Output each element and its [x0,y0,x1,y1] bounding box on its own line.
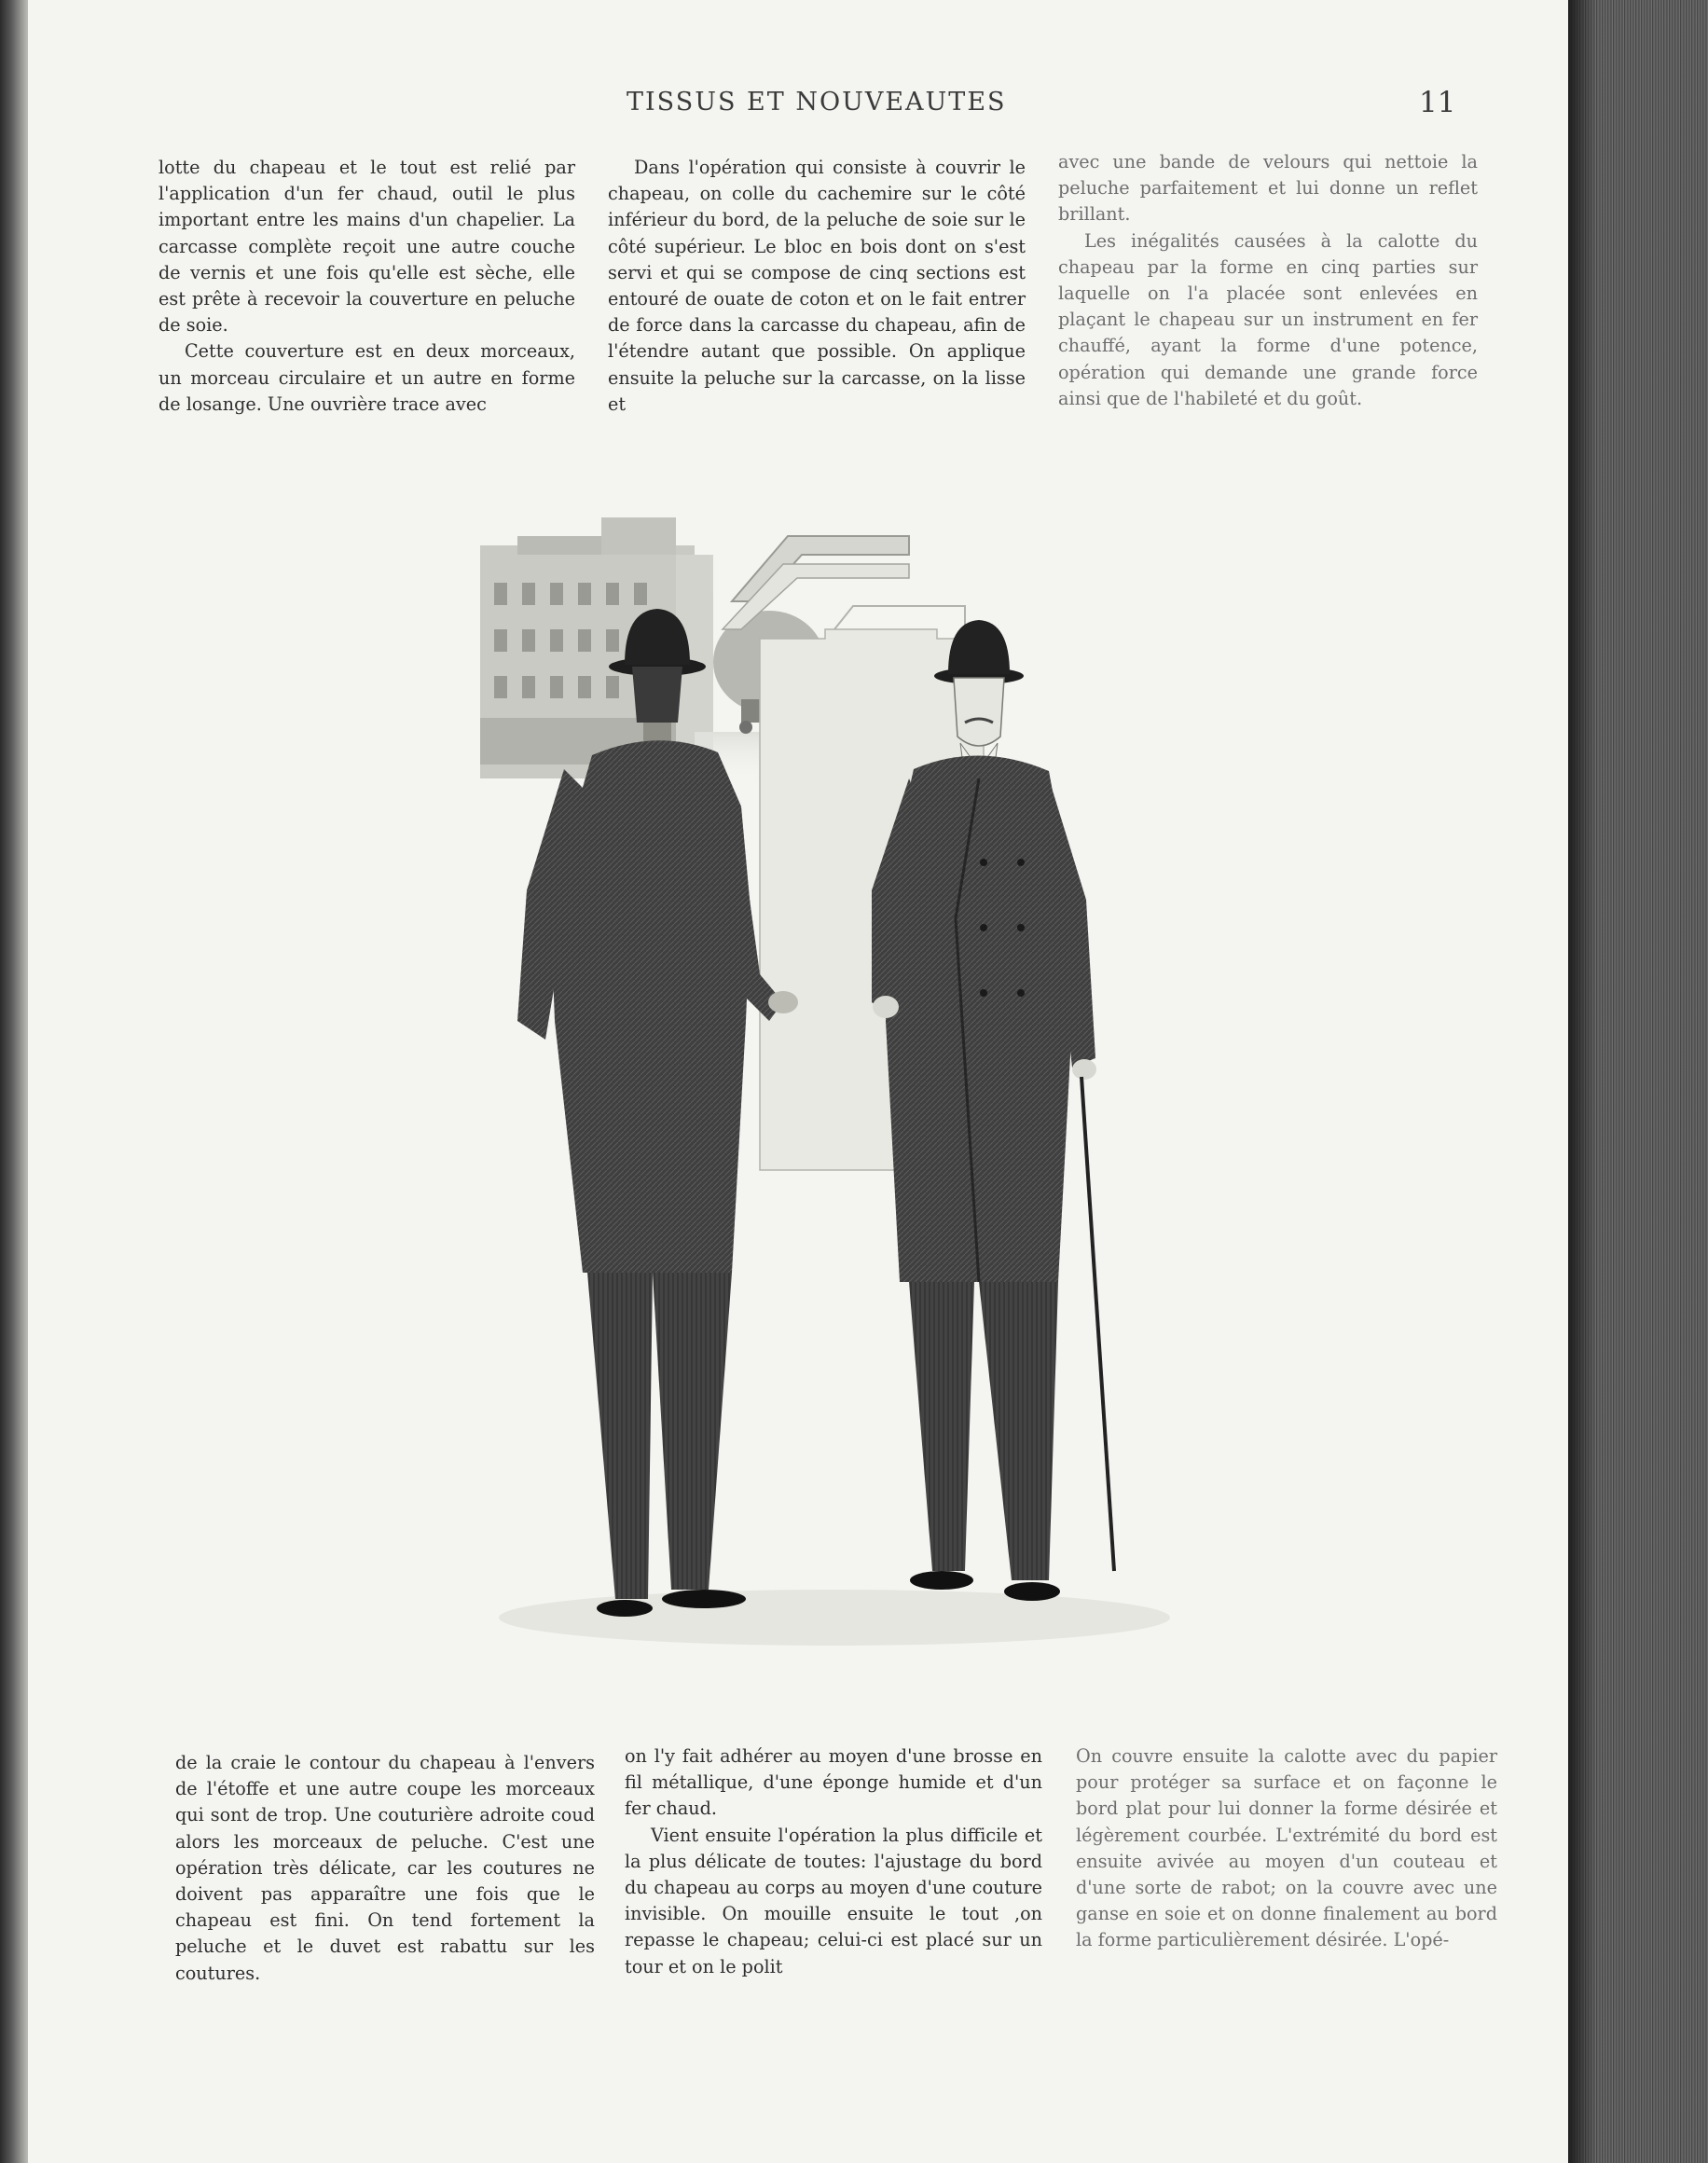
running-title: TISSUS ET NOUVEAUTES [627,88,1007,117]
paragraph: avec une bande de velours qui nettoie la peluche parfaitement et lui donne un reflet brillant. [1058,151,1478,226]
paragraph: de la craie le contour du chapeau à l'envers de l'étoffe et une autre coupe les morceaux qui sont de trop. Une couturière adroite coud alors les morceaux de peluche. C'est une opération très délicate, car les coutures ne doivent pas apparaître une fois que le chapeau est fini. On tend fortement la peluche et le duvet est rabattu sur les coutures. [175,1752,595,1984]
bottom-column-1 [175,1750,595,1987]
top-column-1 [158,155,575,418]
bottom-column-2 [625,1743,1042,1980]
paragraph: Cette couverture est en deux morceaux, un morceau circulaire et un autre en forme de losange. Une ouvrière trace avec [158,340,575,415]
fashion-illustration [461,499,1207,1655]
facing-page-edge [0,0,28,2163]
book-edge-shadow [1568,0,1596,2163]
page-number: 11 [1419,86,1456,119]
ground-shadow [499,1590,1170,1646]
paragraph: on l'y fait adhérer au moyen d'une brosse en fil métallique, d'une éponge humide et d'un fer chaud. [625,1745,1042,1820]
paragraph: Vient ensuite l'opération la plus difficile et la plus délicate de toutes: l'ajustage du bord du chapeau au corps au moyen d'une couture invisible. On mouille ensuite le tout ,on repasse le chapeau; celui-ci est placé sur un tour et on le polit [625,1824,1042,1977]
paragraph: Les inégalités causées à la calotte du chapeau par la forme en cinq parties sur laquelle on l'a placée sont enlevées en plaçant le chapeau sur un instrument en fer chauffé, ayant la forme d'une potence, opération qui demande une grande force ainsi que de l'habileté et du goût. [1058,229,1478,409]
top-column-3 [1058,149,1478,412]
paragraph: Dans l'opération qui consiste à couvrir le chapeau, on colle du cachemire sur le côté inférieur du bord, de la peluche de soie sur le côté supérieur. Le bloc en bois dont on s'est servi et qui se compose de cinq sections est entouré de ouate de coton et on le fait entrer de force dans la carcasse du chapeau, afin de l'étendre autant que possible. On applique ensuite la peluche sur la carcasse, on la lisse et [608,157,1026,415]
paragraph: lotte du chapeau et le tout est relié par l'application d'un fer chaud, outil le plus important entre les mains d'un chapelier. La carcasse complète reçoit une autre couche de vernis et une fois qu'elle est sèche, elle est prête à recevoir la couverture en peluche de soie. [158,157,575,337]
paragraph: On couvre ensuite la calotte avec du papier pour protéger sa surface et on façonne le bord plat pour lui donner la forme désirée et légèrement courbée. L'extrémité du bord est ensuite avivée au moyen d'un couteau et d'une sorte de rabot; on la couvre avec une ganse en soie et on donne finalement au bord la forme particulièrement désirée. L'opé- [1076,1745,1497,1951]
bottom-column-3 [1076,1743,1497,1954]
top-column-2 [608,155,1026,418]
